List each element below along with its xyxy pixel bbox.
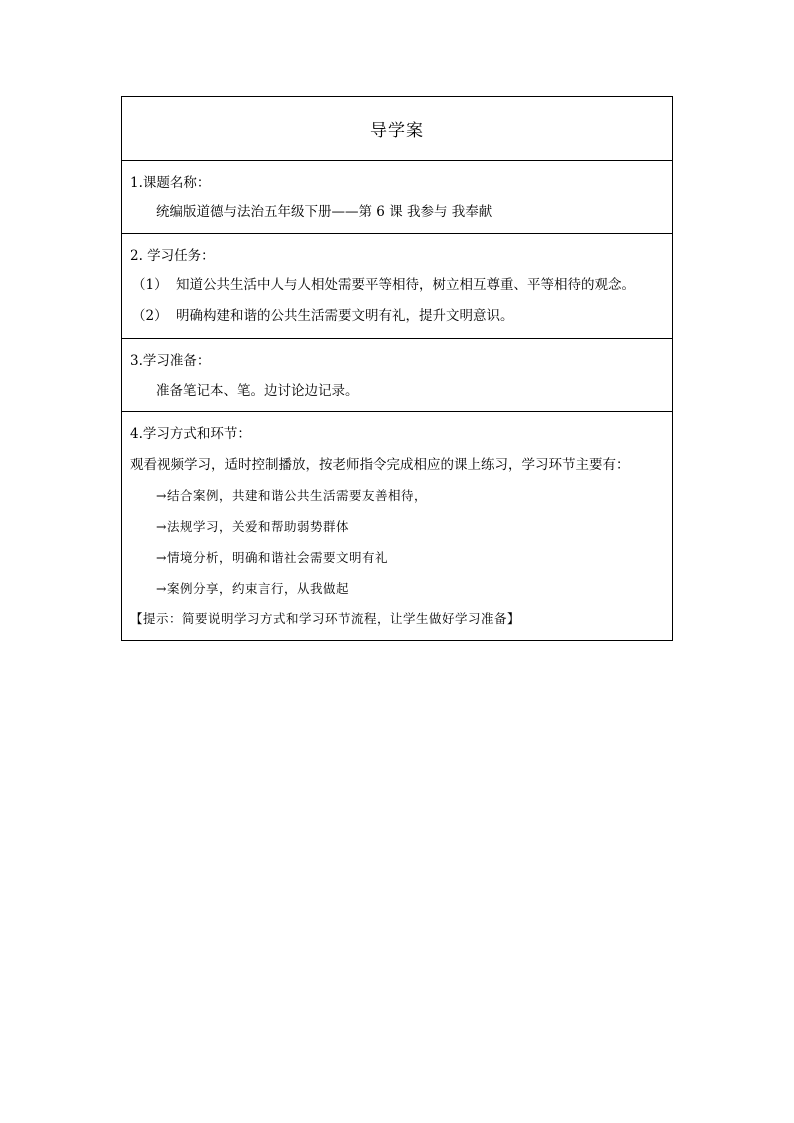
section-preparation-content: 准备笔记本、笔。边讨论边记录。 [156,383,359,399]
title-row [122,97,672,160]
section-preparation [122,338,672,411]
document-title: 导学案 [370,121,424,141]
section-preparation-heading: 3.学习准备： [130,353,211,369]
section-topic-content: 统编版道德与法治五年级下册——第 6 课 我参与 我奉献 [156,204,493,220]
section-topic-heading: 1.课题名称： [130,175,211,191]
method-step: →情境分析，明确和谐社会需要文明有礼 [156,550,388,565]
task-item-number: （1） [132,277,168,293]
task-item-number: （2） [132,308,168,324]
section-tasks [122,233,672,338]
study-guide-table [121,96,673,641]
section-tasks-heading: 2. 学习任务： [130,248,215,264]
section-methods-note: 【提示：简要说明学习方式和学习环节流程，让学生做好学习准备】 [130,611,521,626]
task-item-text: 知道公共生活中人与人相处需要平等相待，树立相互尊重、平等相待的观念。 [176,277,635,293]
task-item-text: 明确构建和谐的公共生活需要文明有礼，提升文明意识。 [176,308,514,324]
section-methods [122,411,672,640]
section-methods-heading: 4.学习方式和环节： [130,426,251,442]
method-step: →案例分享，约束言行，从我做起 [156,581,349,596]
section-methods-intro: 观看视频学习，适时控制播放，按老师指令完成相应的课上练习，学习环节主要有： [130,457,630,473]
method-step: →法规学习，关爱和帮助弱势群体 [156,519,349,534]
method-step: →结合案例，共建和谐公共生活需要友善相待， [156,488,427,503]
section-topic [122,160,672,233]
